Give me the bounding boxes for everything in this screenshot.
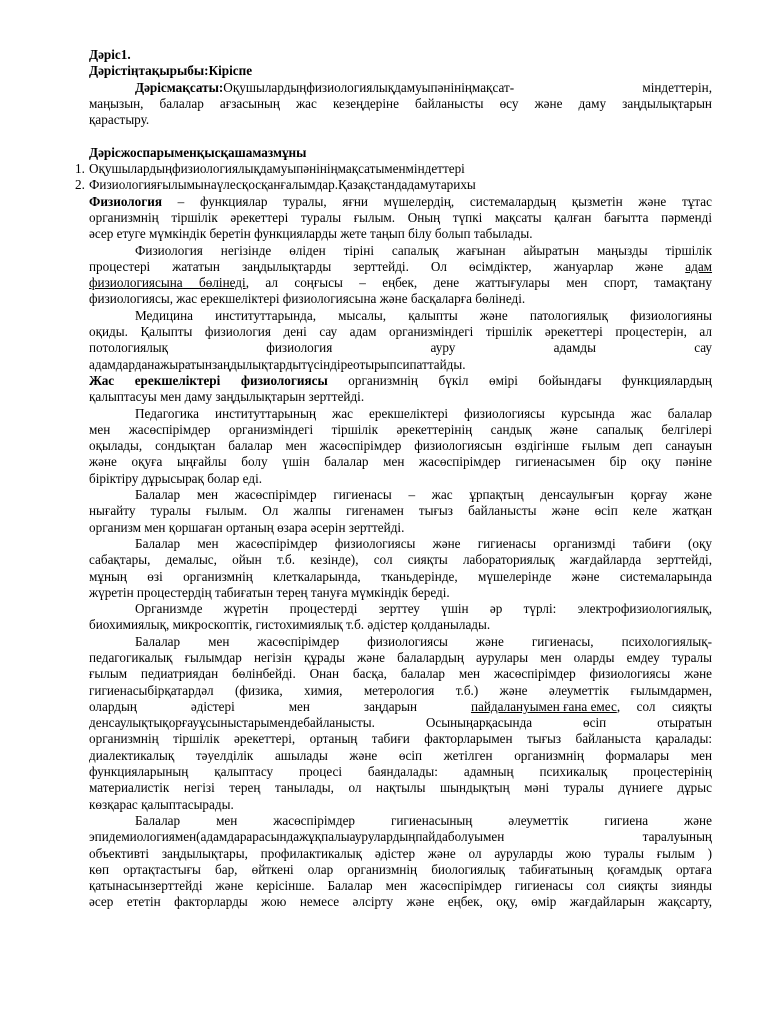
word: отыратын <box>657 715 712 731</box>
p2-text-2: процестері жататын заңдылықтарды зерттейді. Ол өсімдіктер, жануарлар және <box>89 258 664 274</box>
plan-item-text: Физиологияғылымынаүлесқосқанғалымдар.Қазақстандадамутарихы <box>89 177 476 193</box>
topic-value: Кіріспе <box>208 63 253 79</box>
word: әдістері <box>190 698 235 714</box>
p7-line-4: жүретін процестердің табиғатын терең тануға мүмкіндік береді. <box>89 584 450 600</box>
topic-label: Дәрістіңтақырыбы: <box>89 63 209 79</box>
plan-item-2: 2. Физиологияғылымынаүлесқосқанғалымдар.Қазақстандадамутарихы <box>75 177 476 193</box>
word: жасөспірімдер <box>273 812 356 828</box>
p9-text-5-end: , сол сияқты <box>616 698 712 714</box>
word: Балалар <box>135 812 181 828</box>
goal-label: Дәрісмақсаты: <box>135 79 224 95</box>
p1-line-3: әсер етуге мүмкіндік беретін функцияларды жете таңып білу болып табылады. <box>89 226 533 242</box>
word: мен <box>288 698 310 714</box>
p6-line-1: Балалар мен жасөспірімдер гигиенасы – жас ұрпақтың денсаулығын қорғау және <box>135 487 712 503</box>
word: заңдарын <box>363 698 418 714</box>
p7-line-1: Балалар мен жасөспірімдер физиологиясы және гигиенасы организмді табиғи (оқу <box>135 535 712 551</box>
word: таралуының <box>642 829 712 845</box>
p3-line-2: оқиды. Қалыпты физиология дені сау адам организміндегі тіршілік әрекеттері процестерін, ал <box>89 324 712 340</box>
p5-line-4: және оқуға ыңғайлы болу үшін балалар мен жасөспірімдер гигиенасымен бір оқу пәніне <box>89 454 712 470</box>
spacer <box>89 128 712 144</box>
goal-line-3: қарастыру. <box>89 112 150 128</box>
p9-line-4: гигиенасыбірқатардəл (физика, химия, метерология т.б.) және әлеуметтік ғылымдармен, <box>89 682 712 698</box>
word: олардың <box>89 698 137 714</box>
word: денсаулықтықорғауұсыныстарымендебайланысты. <box>89 715 375 731</box>
p10-line-6: әсер ететін факторларды жою немесе әлсірту және еңбек, оқу, өмір жағдайларын жақсарту, <box>89 894 712 910</box>
word: сау <box>694 340 712 356</box>
p10-line-4: көп ортақтастығы бар, өйткені олар организмнің биологиялық табиғатының қоғамдық ортаға <box>89 861 712 877</box>
p9-line-9: функцияларының қалыптасу процесі баяндалады: адамның психикалық процестерінің <box>89 764 712 780</box>
word: адамды <box>553 340 596 356</box>
word: ауру <box>430 340 456 356</box>
p9-line-1: Балалар мен жасөспірімдер физиологиясы және гигиенасы, психологиялық- <box>135 633 712 649</box>
underlined-phrase <box>471 699 712 715</box>
plan-title: Дәрісжоспарыменқысқашамазмұны <box>89 144 307 160</box>
p5-line-1: Педагогика институттарының жас ерекшеліктері физиологиясы курсында жас балалар <box>135 405 712 421</box>
term-physiology: Физиология <box>89 193 162 209</box>
word: және <box>684 812 712 828</box>
p8-line-1: Организмде жүретін процестерді зерттеу үшін әр түрлі: электрофизиологиялық, <box>135 601 712 617</box>
word: физиология <box>266 340 333 356</box>
p9-line-10: материалистік негізі терең танылады, ол нақтылы шындықтың мәні туралы дүниеге дұрыс <box>89 780 712 796</box>
word: мен <box>216 812 238 828</box>
term-age-physiology: Жас ерекшеліктері физиологиясы <box>89 372 328 388</box>
plan-item-text: Оқушылардыңфизиологиялықдамуыпәнініңмақсатыменміндеттері <box>89 161 465 177</box>
p9-line-5 <box>89 699 712 715</box>
p9-line-2: педагогикалық ғылымдар негізін құрады және балалардың аурулары мен оларды емдеу туралы <box>89 649 712 665</box>
goal-line-2: маңызын, балалар ағзасының жас кезеңдеріне байланысты өсу және даму заңдылықтарын <box>89 95 712 111</box>
p3-line-1: Медицина институттарында, мысалы, қалыпты және патологиялық физиологияны <box>135 307 712 323</box>
p10-line-3: объективті заңдылықтары, профилактикалық әдістер және ол ауруларды жою туралы ғылым ) <box>89 845 712 861</box>
p3-line-4: адамдарданажыратынзаңдылықтардытүсіндіреотырыпсипаттайды. <box>89 356 466 372</box>
p7-line-3: мұның өзі организмнің клеткаларында, тканьдерінде, мүшелерінде және системаларында <box>89 568 712 584</box>
underlined-text: адам <box>685 258 713 274</box>
goal-text-1: Оқушылардыңфизиологиялықдамуыпәнініңмақсат- міндеттерін, <box>223 79 712 95</box>
p4-line-2: қалыптасуы мен даму заңдылықтарын зерттейді. <box>89 389 365 405</box>
p9-line-11: көзқарас қалыптасырады. <box>89 796 234 812</box>
p10-line-1 <box>89 813 712 829</box>
p4-text-1: организмнің бүкіл өмірі бойындағы функциялардың <box>327 372 712 388</box>
p2-text-3: , ал соңғысы – еңбек, дене жаттығулары мен спорт, тамақтану <box>245 275 712 291</box>
lecture-number: Дәріс1. <box>89 47 131 62</box>
lecture-topic-line <box>89 63 712 79</box>
p10-line-5: қатынасынзерттейді және керісінше. Балалар мен жасөспірімдер гигиенасы сол сияқты зиянды <box>89 878 712 894</box>
word: гигиенасының <box>390 812 473 828</box>
p5-line-2: мен жасөспірімдер организміндегі тіршілік әрекеттерінің сандық және сапалық белгілері <box>89 421 712 437</box>
p9-line-3: ғылым педиатриядан бөлінбейді. Онан басқа, балалар мен жасөспірімдер физиологиясы және <box>89 666 712 682</box>
word: эпидемиологиямен(адамдарарасындажұқпалыаурулардыңпайдаболуымен <box>89 829 505 845</box>
p6-line-3: организм мен қоршаған ортаның өзара әсерін зерттейді. <box>89 519 405 535</box>
word: өсіп <box>583 715 607 731</box>
p10-line-2 <box>89 829 712 845</box>
underlined-text: физиологиясына бөлінеді <box>89 275 246 291</box>
p2-line-4: физиологиясы, жас ерекшеліктері физиологиясына және басқаларға бөлінеді. <box>89 291 526 307</box>
p5-line-5: біріктіру дұрысырақ болар еді. <box>89 470 263 486</box>
p1-line-1 <box>89 194 712 210</box>
p4-line-1 <box>89 373 712 389</box>
p3-line-3 <box>89 340 712 356</box>
p2-line-1: Физиология негізінде өліден тіріні сапалық жағынан айыратын маңызды тіршілік <box>135 242 712 258</box>
p7-line-2: сабақтары, демалыс, ойын т.б. кезінде), сол сияқты лабораториялық жағдайларда зерттейді, <box>89 552 712 568</box>
goal-line-1 <box>89 80 712 96</box>
p6-line-2: нығайту туралы ғылым. Ол жалпы гигенамен тығыз байланысты және өсіп келе жатқан <box>89 503 712 519</box>
p9-line-6 <box>89 715 712 731</box>
word: Осыныңарқасында <box>425 715 533 731</box>
plan-item-1: 1. Оқушылардыңфизиологиялықдамуыпәнініңмақсатыменміндеттері <box>75 161 465 177</box>
p9-line-7: организмнің тіршілік әрекеттері, ортаның табиғи факторларымен тығыз байланыста қаралады: <box>89 731 712 747</box>
word: потологиялық <box>89 340 169 356</box>
p5-line-3: оқылады, сондықтан балалар мен жасөспірімдер физиологиясын өздігінше ғылым деп санауын <box>89 438 712 454</box>
p8-line-2: биохимиялық, микроскоптік, гистохимиялық т.б. әдістер қолданылады. <box>89 617 491 633</box>
word: әлеуметтік <box>508 812 569 828</box>
underlined-text: пайдалануымен ғана емес <box>470 698 617 714</box>
p2-line-2 <box>89 259 712 275</box>
word: гигиена <box>604 812 649 828</box>
p1-line-2: организмнің тіршілік әрекеттері туралы ғылым. Оның түпкі мақсаты қалған бағытта пәрменді <box>89 209 712 225</box>
p1-text-1: – функциялар туралы, яғни мүшелердің, системалардың қызметін және тұтас <box>161 193 712 209</box>
p2-line-3 <box>89 275 712 291</box>
p9-line-8: диалектикалық тәуелділік ашылады және өсіп жетілген организмнің формалары мен <box>89 747 712 763</box>
